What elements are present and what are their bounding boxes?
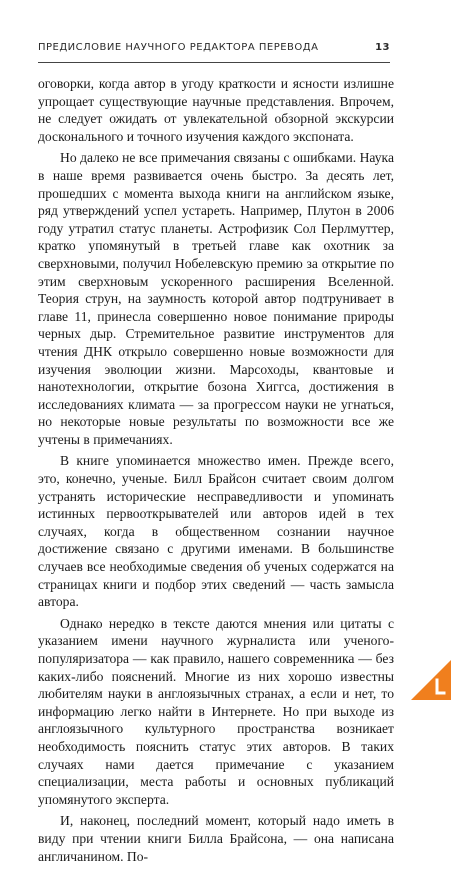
paragraph-3: В книге упоминается множество имен. Прежде всего, это, конечно, ученые. Билл Брайсон считает своим долгом устранять исторические несправедливости и упоминать истинных первооткрывателей или авторов идей в тех случаях, когда в общественном сознании научное достижение связано с другими именами. В большинстве случаев все необходимые сведения об ученых содержатся на страницах книги и подбор этих сведений — часть замысла автора.	[38, 453, 394, 610]
paragraph-2: Но далеко не все примечания связаны с ошибками. Наука в наше время развивается очень быстро. За десять лет, прошедших с момента выхода книги на английском языке, ряд утверждений успел устареть. Например, Плутон в 2006 году утратил статус планеты. Астрофизик Сол Перлмуттер, кратко упомянутый в третьей главе как охотник за сверхновыми, получил Нобелевскую премию за открытие по этим сверхновым ускоренного расширения Вселенной. Теория струн, на заумность которой автор подтрунивает в главе 11, принесла совершенно новое понимание природы черных дыр. Стремительное развитие инструментов для чтения ДНК открыло совершенно новые возможности для изучения эволюции жизни. Марсоходы, квантовые и нанотехнологии, открытие бозона Хиггса, достижения в исследованиях климата — за прогрессом науки не угнаться, но некоторые новые результаты по возможности все же учтены в примечаниях.	[38, 150, 394, 447]
paragraph-5: И, наконец, последний момент, который надо иметь в виду при чтении книги Билла Брайсона, — она написана англичанином. По-	[38, 813, 394, 864]
bookmark-l-icon[interactable]	[411, 660, 451, 700]
paragraph-1: оговорки, когда автор в угоду краткости и ясности излишне упрощает существующие научные представления. Впрочем, не следует ожидать от увлекательной обзорной экскурсии досконального и точного изучения каждого экспоната.	[38, 76, 394, 144]
paragraph-4: Однако нередко в тексте даются мнения или цитаты с указанием имени научного журналиста или ученого-популяризатора — как правило, нашего современника — без каких-либо пояснений. Многие из них хорошо известны любителям науки в англоязычных странах, а если и нет, то информацию легко найти в Интернете. Но при выходе из англоязычного культурного пространства возникает необходимость пояснить статус этих авторов. В таких случаях нами дается примечание с указанием специализации, места работы и основных публикаций упомянутого эксперта.	[38, 615, 394, 807]
header-divider	[38, 62, 390, 63]
body-text	[38, 75, 394, 869]
page-number: 13	[375, 42, 390, 53]
running-header-title: ПРЕДИСЛОВИЕ НАУЧНОГО РЕДАКТОРА ПЕРЕВОДА	[38, 42, 319, 53]
